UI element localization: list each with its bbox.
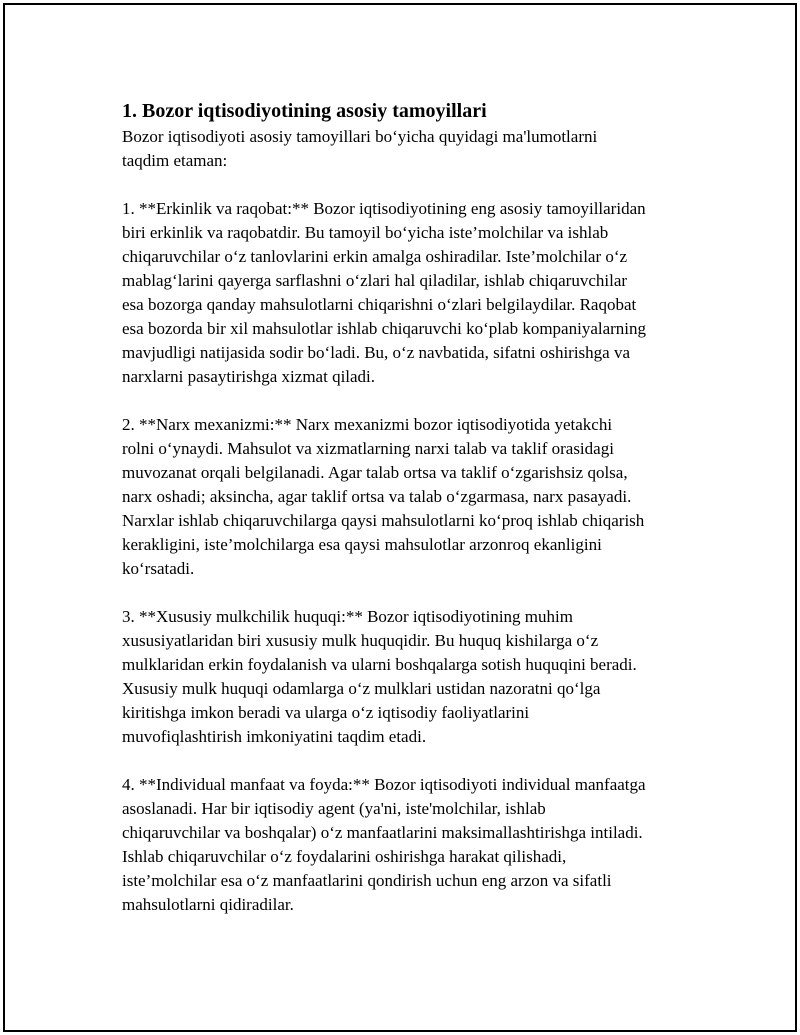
paragraph-line: muvozanat orqali belgilanadi. Agar talab ortsa va taklif oʻzgarishsiz qolsa, (122, 463, 628, 482)
paragraph-line: esa bozorda bir xil mahsulotlar ishlab chiqaruvchi koʻplab kompaniyalarning (122, 319, 647, 338)
paragraph-line: narxlarni pasaytirishga xizmat qiladi. (122, 367, 376, 386)
paragraph-line: muvofiqlashtirish imkoniyatini taqdim etadi. (122, 727, 427, 746)
paragraph-line: asoslanadi. Har bir iqtisodiy agent (ya'ni, iste'molchilar, ishlab (122, 799, 546, 818)
paragraph-line: Xususiy mulk huquqi odamlarga oʻz mulklari ustidan nazoratni qoʻlga (122, 679, 601, 698)
paragraph-line: mablagʻlarini qayerga sarflashni oʻzlari hal qiladilar, ishlab chiqaruvchilar (122, 271, 628, 290)
paragraph-line: rolni oʻynaydi. Mahsulot va xizmatlarning narxi talab va taklif orasidagi (122, 439, 614, 458)
paragraph-line: esa bozorga qanday mahsulotlarni chiqarishni oʻzlari belgilaydilar. Raqobat (122, 295, 637, 314)
page-frame (3, 3, 797, 1032)
paragraph-line: Ishlab chiqaruvchilar oʻz foydalarini oshirishga harakat qilishadi, (122, 847, 567, 866)
paragraph-line: Bozor iqtisodiyoti asosiy tamoyillari boʻyicha quyidagi ma'lumotlarni (122, 127, 598, 146)
document-body (122, 97, 702, 917)
paragraph-line: 2. **Narx mexanizmi:** Narx mexanizmi bozor iqtisodiyotida yetakchi (122, 415, 613, 434)
paragraph (122, 197, 702, 389)
paragraph-line: taqdim etaman: (122, 151, 228, 170)
paragraph-line: mavjudligi natijasida sodir boʻladi. Bu, oʻz navbatida, sifatni oshirishga va (122, 343, 631, 362)
paragraph (122, 413, 702, 581)
paragraph-line: 1. **Erkinlik va raqobat:** Bozor iqtisodiyotining eng asosiy tamoyillaridan (122, 199, 646, 218)
paragraph-line: 3. **Xususiy mulkchilik huquqi:** Bozor iqtisodiyotining muhim (122, 607, 573, 626)
paragraph-line: 4. **Individual manfaat va foyda:** Bozor iqtisodiyoti individual manfaatga (122, 775, 646, 794)
intro-paragraph (122, 125, 702, 173)
paragraph-line: mulklaridan erkin foydalanish va ularni boshqalarga sotish huquqini beradi. (122, 655, 637, 674)
paragraph-line: narx oshadi; aksincha, agar taklif ortsa va talab oʻzgarmasa, narx pasayadi. (122, 487, 632, 506)
paragraph-line: chiqaruvchilar va boshqalar) oʻz manfaatlarini maksimallashtirishga intiladi. (122, 823, 643, 842)
paragraph-line: biri erkinlik va raqobatdir. Bu tamoyil boʻyicha iste’molchilar va ishlab (122, 223, 609, 242)
paragraph-line: kiritishga imkon beradi va ularga oʻz iqtisodiy faoliyatlarini (122, 703, 530, 722)
document-title: 1. Bozor iqtisodiyotining asosiy tamoyillari (122, 100, 487, 122)
paragraph (122, 773, 702, 917)
paragraph-line: chiqaruvchilar oʻz tanlovlarini erkin amalga oshiradilar. Iste’molchilar oʻz (122, 247, 628, 266)
paragraph-line: kerakligini, iste’molchilarga esa qaysi mahsulotlar arzonroq ekanligini (122, 535, 602, 554)
paragraph-line: mahsulotlarni qidiradilar. (122, 895, 294, 914)
paragraph-line: xususiyatlaridan biri xususiy mulk huquqidir. Bu huquq kishilarga oʻz (122, 631, 599, 650)
paragraph-line: iste’molchilar esa oʻz manfaatlarini qondirish uchun eng arzon va sifatli (122, 871, 612, 890)
paragraph (122, 605, 702, 749)
paragraph-line: koʻrsatadi. (122, 559, 195, 578)
paragraph-list (122, 125, 702, 917)
paragraph-line: Narxlar ishlab chiqaruvchilarga qaysi mahsulotlarni koʻproq ishlab chiqarish (122, 511, 645, 530)
